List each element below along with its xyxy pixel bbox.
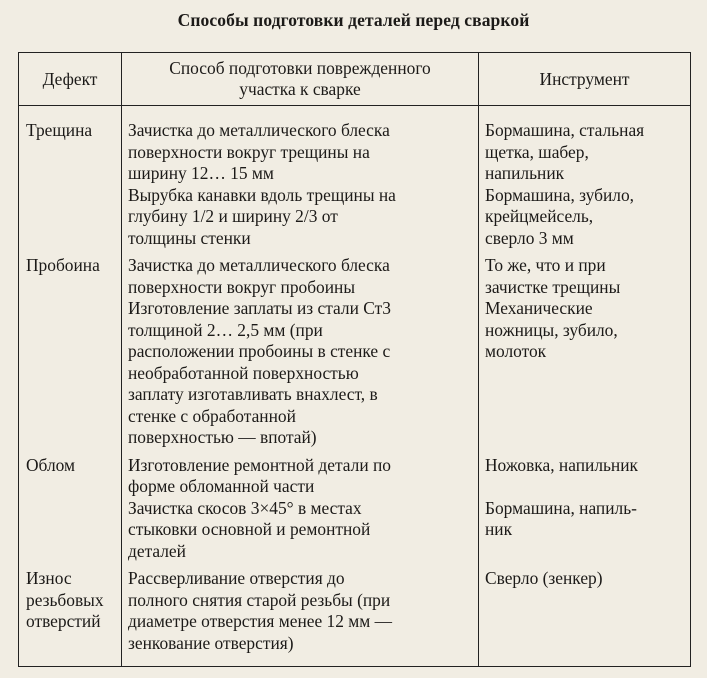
defect-cell: [19, 106, 122, 250]
method-text-line: Изготовление заплаты из стали Ст3: [128, 298, 391, 318]
defect-text-line: резьбовых: [26, 589, 104, 610]
defect-cell: [19, 249, 122, 449]
tool-text-line: молоток: [485, 341, 547, 361]
method-text-line: Изготовление ремонтной детали по: [128, 454, 391, 475]
method-text-line: поверхности вокруг трещины на: [128, 141, 370, 162]
tool-text-line: зачистке трещины: [485, 276, 621, 297]
method-text-line: стыковки основной и ремонтной: [128, 519, 371, 539]
table-row: [19, 562, 691, 667]
table-row: [19, 249, 691, 449]
header-row: [19, 53, 691, 106]
header-defect-text: Дефект: [42, 68, 98, 89]
tool-text-line: Бормашина, зубило,: [485, 184, 634, 205]
method-text-line: Рассверливание отверстия до: [128, 568, 345, 588]
tool-text-line: ник: [485, 519, 513, 539]
method-cell: [122, 106, 479, 250]
defect-text-line: отверстий: [26, 611, 101, 631]
method-text-line: заплату изготавливать внахлест, в: [128, 384, 378, 404]
tool-text-line: Бормашина, напиль-: [485, 497, 637, 518]
defect-text-line: Облом: [26, 454, 76, 475]
preparation-methods-table: [18, 52, 691, 667]
header-method-line-2: участка к сварке: [239, 79, 361, 99]
tool-text-line: То же, что и при: [485, 255, 606, 275]
tool-text-line: сверло 3 мм: [485, 227, 574, 248]
tool-text-line: Ножовка, напильник: [485, 454, 638, 475]
method-text-line: Зачистка до металлического блеска: [128, 255, 390, 275]
header-tool-text: Инструмент: [539, 68, 630, 89]
method-text-line: форме обломанной части: [128, 476, 315, 496]
method-text-line: Зачистка скосов 3×45° в местах: [128, 497, 362, 518]
method-text-line: толщиной 2… 2,5 мм (при: [128, 319, 323, 340]
tool-text-line: Механические: [485, 298, 593, 318]
tool-text-line: напильник: [485, 163, 565, 183]
header-tool: [479, 53, 691, 106]
defect-cell: [19, 562, 122, 667]
header-method: [122, 53, 479, 106]
tool-cell: [479, 449, 691, 563]
method-text-line: Вырубка канавки вдоль трещины на: [128, 184, 396, 205]
method-text-line: диаметре отверстия менее 12 мм —: [128, 611, 393, 631]
tool-cell: [479, 562, 691, 667]
method-text-line: ширину 12… 15 мм: [128, 163, 274, 183]
tool-text-line: крейцмейсель,: [485, 206, 594, 226]
method-text-line: необработанной поверхностью: [128, 362, 359, 383]
method-text-line: поверхности вокруг пробоины: [128, 276, 356, 297]
blank-line: [485, 476, 686, 498]
table-row: [19, 106, 691, 250]
table-title: Способы подготовки деталей перед сваркой: [177, 10, 530, 30]
tool-cell: [479, 249, 691, 449]
header-method-line-1: Способ подготовки поврежденного: [169, 58, 431, 78]
method-text-line: толщины стенки: [128, 227, 251, 248]
method-text-line: полного снятия старой резьбы (при: [128, 589, 391, 610]
table-row: [19, 449, 691, 563]
method-cell: [122, 562, 479, 667]
defect-cell: [19, 449, 122, 563]
tool-cell: [479, 106, 691, 250]
tool-text-line: Бормашина, стальная: [485, 120, 645, 140]
defect-text-line: Износ: [26, 568, 72, 588]
tool-text-line: Сверло (зенкер): [485, 568, 603, 588]
method-text-line: глубину 1/2 и ширину 2/3 от: [128, 206, 338, 226]
method-cell: [122, 249, 479, 449]
header-defect: [19, 53, 122, 106]
method-text-line: Зачистка до металлического блеска: [128, 120, 390, 140]
defect-text-line: Трещина: [26, 120, 93, 140]
method-text-line: деталей: [128, 540, 186, 561]
method-text-line: поверхностью — впотай): [128, 427, 317, 447]
tool-text-line: ножницы, зубило,: [485, 319, 618, 340]
method-text-line: зенкование отверстия): [128, 632, 294, 653]
method-text-line: стенке с обработанной: [128, 405, 296, 426]
defect-text-line: Пробоина: [26, 255, 100, 275]
method-cell: [122, 449, 479, 563]
tool-text-line: щетка, шабер,: [485, 141, 589, 162]
method-text-line: расположении пробоины в стенке с: [128, 341, 391, 361]
